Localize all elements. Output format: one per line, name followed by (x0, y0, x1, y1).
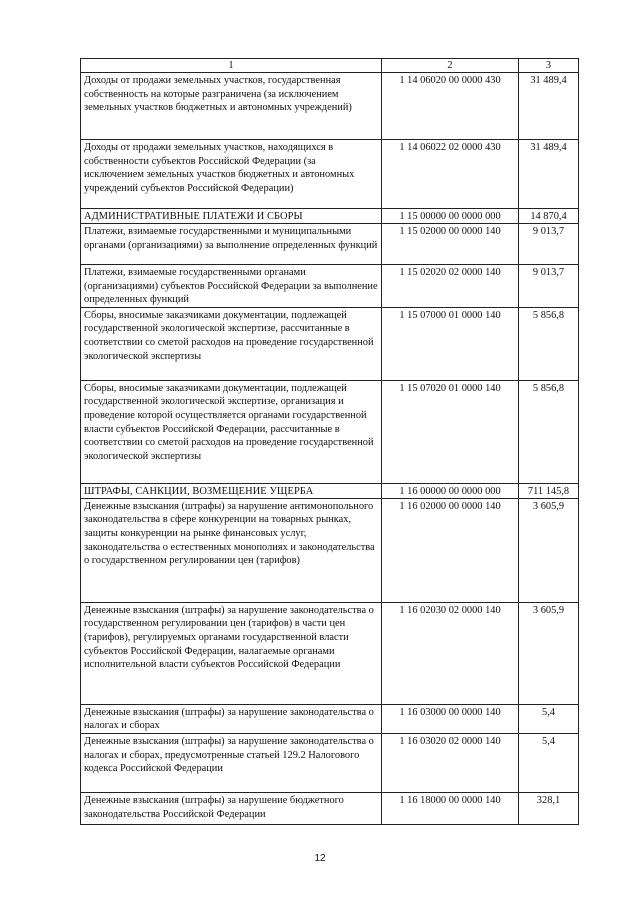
row-code: 1 15 02020 02 0000 140 (382, 265, 519, 308)
row-amount: 9 013,7 (519, 265, 579, 308)
row-amount: 9 013,7 (519, 224, 579, 265)
row-amount: 3 605,9 (519, 498, 579, 602)
row-code: 1 14 06022 02 0000 430 (382, 140, 519, 209)
table-row (81, 704, 579, 733)
row-name: Денежные взыскания (штрафы) за нарушение законодательства о налогах и сборах (81, 704, 382, 733)
row-amount: 711 145,8 (519, 483, 579, 498)
row-amount: 328,1 (519, 792, 579, 824)
row-code: 1 15 07000 01 0000 140 (382, 307, 519, 380)
row-amount: 5,4 (519, 704, 579, 733)
table-row (81, 265, 579, 308)
row-name: Денежные взыскания (штрафы) за нарушение законодательства о государственном регулировании цен (тарифов) в части цен (тарифов), регулируемых органами государственной власти субъектов Российской Федерации, налагаемые органами исполнительной власти субъектов Российской Федерации (81, 602, 382, 704)
row-code: 1 16 18000 00 0000 140 (382, 792, 519, 824)
section-row (81, 483, 579, 498)
table-row (81, 792, 579, 824)
row-name: Сборы, вносимые заказчиками документации, подлежащей государственной экологической экспертизе, организация и проведение которой осуществляется органами государственной власти субъектов Российской Федерации, рассчитанные в соответствии со сметой расходов на проведение государственной экологической экспертизы (81, 380, 382, 483)
row-amount: 5 856,8 (519, 380, 579, 483)
row-amount: 14 870,4 (519, 209, 579, 224)
row-name: Сборы, вносимые заказчиками документации, подлежащей государственной экологической экспертизе, рассчитанные в соответствии со сметой расходов на проведение государственной экологической экспертизы (81, 307, 382, 380)
table-row (81, 602, 579, 704)
row-name: Денежные взыскания (штрафы) за нарушение законодательства о налогах и сборах, предусмотренные статьей 129.2 Налогового кодекса Российской Федерации (81, 733, 382, 792)
column-header-2: 2 (382, 59, 519, 73)
row-amount: 5,4 (519, 733, 579, 792)
table-row (81, 73, 579, 140)
section-title: АДМИНИСТРАТИВНЫЕ ПЛАТЕЖИ И СБОРЫ (81, 209, 382, 224)
row-name: Доходы от продажи земельных участков, находящихся в собственности субъектов Российской Федерации (за исключением земельных участков бюджетных и автономных учреждений субъектов Российской Федерации) (81, 140, 382, 209)
row-amount: 3 605,9 (519, 602, 579, 704)
page-number: 12 (314, 853, 326, 864)
row-code: 1 15 07020 01 0000 140 (382, 380, 519, 483)
table-row (81, 733, 579, 792)
row-code: 1 14 06020 00 0000 430 (382, 73, 519, 140)
row-amount: 5 856,8 (519, 307, 579, 380)
row-code: 1 16 02030 02 0000 140 (382, 602, 519, 704)
row-amount: 31 489,4 (519, 73, 579, 140)
revenue-table (80, 58, 579, 825)
row-name: Денежные взыскания (штрафы) за нарушение антимонопольного законодательства в сфере конкуренции на товарных рынках, защиты конкуренции на рынке финансовых услуг, законодательства о естественных монополиях и законодательства о государственном регулировании цен (тарифов) (81, 498, 382, 602)
row-name: Платежи, взимаемые государственными и муниципальными органами (организациями) за выполнение определенных функций (81, 224, 382, 265)
row-code: 1 15 00000 00 0000 000 (382, 209, 519, 224)
column-header-3: 3 (519, 59, 579, 73)
row-code: 1 16 00000 00 0000 000 (382, 483, 519, 498)
row-code: 1 16 03000 00 0000 140 (382, 704, 519, 733)
row-code: 1 16 02000 00 0000 140 (382, 498, 519, 602)
row-amount: 31 489,4 (519, 140, 579, 209)
row-code: 1 15 02000 00 0000 140 (382, 224, 519, 265)
table-row (81, 307, 579, 380)
table-row (81, 380, 579, 483)
row-name: Доходы от продажи земельных участков, государственная собственность на которые разграничена (за исключением земельных участков бюджетных и автономных учреждений) (81, 73, 382, 140)
section-title: ШТРАФЫ, САНКЦИИ, ВОЗМЕЩЕНИЕ УЩЕРБА (81, 483, 382, 498)
table-row (81, 140, 579, 209)
table-row (81, 498, 579, 602)
table-header-row (81, 59, 579, 73)
table-row (81, 224, 579, 265)
column-header-1: 1 (81, 59, 382, 73)
row-name: Платежи, взимаемые государственными органами (организациями) субъектов Российской Федерации за выполнение определенных функций (81, 265, 382, 308)
section-row (81, 209, 579, 224)
row-name: Денежные взыскания (штрафы) за нарушение бюджетного законодательства Российской Федерации (81, 792, 382, 824)
row-code: 1 16 03020 02 0000 140 (382, 733, 519, 792)
